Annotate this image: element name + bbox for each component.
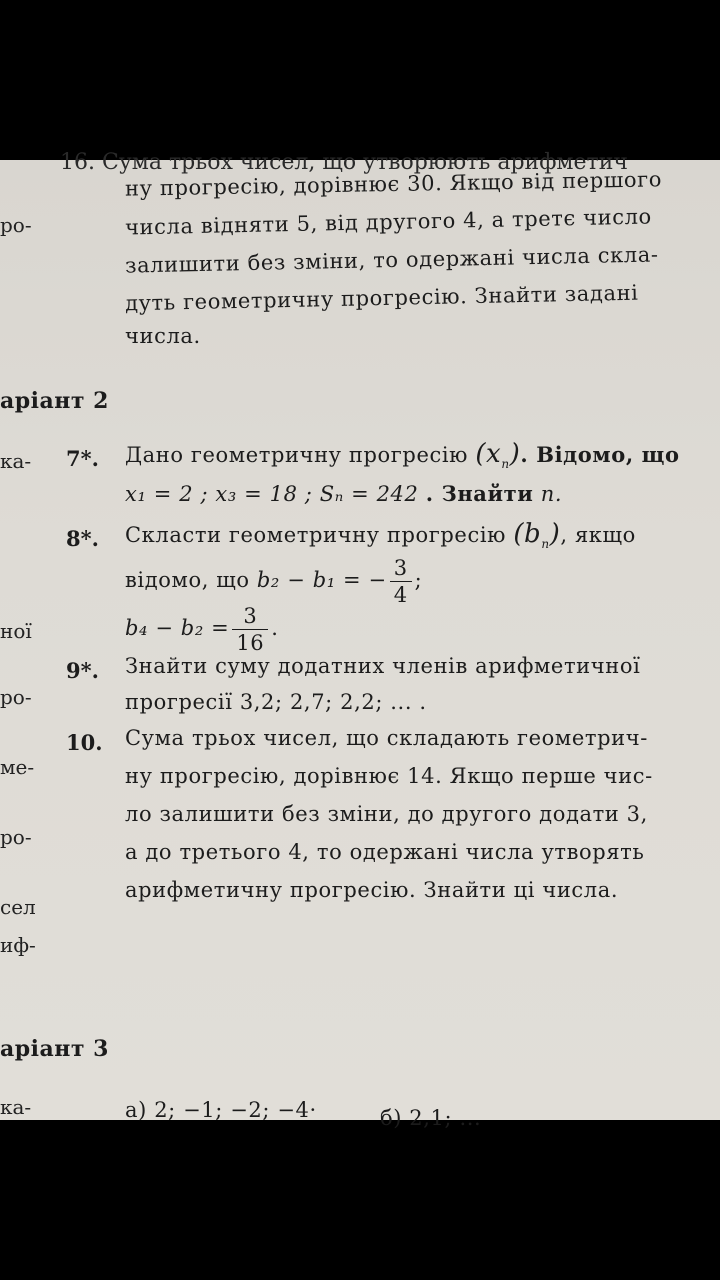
problem-9-line-1: Знайти суму додатних членів арифметичної	[125, 654, 641, 678]
problem-10-line: Сума трьох чисел, що складають геометрич-	[125, 726, 648, 750]
seq-symbol: (x	[475, 439, 502, 469]
problem-7-line-1	[125, 440, 680, 478]
margin-fragment: ро-	[0, 825, 32, 849]
fraction-1-denominator: 4	[393, 583, 408, 607]
text-line: числа.	[125, 324, 201, 348]
problem-8-text-end: , якщо	[560, 523, 636, 547]
variant-3-partial-line: а) 2; −1; −2; −4·	[125, 1098, 317, 1122]
problem-7-text: Дано геометричну прогресію	[125, 443, 469, 467]
torn-line-text: 16. Сума трьох чисел, що утворюють арифметич	[60, 150, 628, 175]
seq-symbol: (b	[513, 519, 542, 549]
problem-7-text-end: . Відомо, що	[520, 442, 680, 467]
text-line: ну прогресію, дорівнює 30. Якщо від першого	[124, 167, 663, 201]
margin-fragment: ро-	[0, 685, 32, 709]
problem-7-find: . Знайти	[425, 481, 534, 506]
text-line: дуть геометричну прогресію. Знайти задані	[124, 280, 639, 316]
problem-8-known: відомо, що	[125, 568, 250, 592]
seq-subscript: n	[501, 457, 510, 472]
problem-8-sequence	[513, 519, 561, 552]
problem-7-line-2	[125, 480, 562, 508]
seq-close: )	[549, 519, 561, 549]
problem-8-text: Скласти геометричну прогресію	[125, 523, 507, 547]
seq-subscript: n	[541, 537, 550, 552]
problem-8-line-3	[125, 602, 279, 656]
text-line: числа відняти 5, від другого 4, а третє число	[124, 204, 653, 240]
margin-fragment: ка-	[0, 1095, 32, 1119]
problem-7-variable: n.	[540, 482, 563, 506]
problem-10-line: ло залишити без зміни, до другого додати 3,	[125, 802, 648, 826]
variant-3-heading: аріант 3	[0, 1036, 109, 1062]
margin-fragment: ка-	[0, 449, 32, 473]
margin-fragment: иф-	[0, 933, 36, 957]
margin-fragment: ме-	[0, 755, 35, 779]
problem-9-number: 9*.	[66, 658, 99, 683]
fraction-2-denominator: 16	[236, 631, 265, 655]
equation-1-left: b₂ − b₁ = −	[256, 568, 387, 592]
problem-8-line-1	[125, 520, 636, 558]
seq-close: )	[509, 439, 521, 469]
fraction-2-numerator: 3	[232, 603, 268, 630]
problem-9-line-2: прогресії 3,2; 2,7; 2,2; ... .	[125, 690, 427, 714]
problem-10-number: 10.	[66, 730, 103, 755]
margin-fragment: ро-	[0, 213, 32, 237]
problem-10-line: ну прогресію, дорівнює 14. Якщо перше чис-	[125, 764, 653, 788]
problem-7-sequence	[475, 439, 521, 472]
problem-10-line: а до третього 4, то одержані числа утворять	[125, 840, 645, 864]
problem-7-number: 7*.	[66, 446, 99, 471]
margin-fragment: ної	[0, 619, 32, 643]
problem-8-line-2	[125, 554, 422, 608]
margin-fragment: сел	[0, 895, 36, 919]
problem-7-conditions: x₁ = 2 ; x₃ = 18 ; Sₙ = 242	[125, 482, 419, 506]
problem-10-line: арифметичну прогресію. Знайти ці числа.	[125, 878, 619, 902]
equation-2-end: .	[271, 616, 279, 640]
variant-2-heading: аріант 2	[0, 388, 109, 414]
text-line: залишити без зміни, то одержані числа скла-	[124, 242, 659, 278]
fraction-2	[232, 603, 268, 656]
variant-3-partial-line-b: б) 2,1; ...	[380, 1106, 482, 1130]
fraction-1	[390, 555, 412, 608]
equation-2-left: b₄ − b₂ =	[125, 616, 230, 640]
fraction-1-numerator: 3	[390, 555, 412, 582]
problem-8-number: 8*.	[66, 526, 99, 551]
equation-1-end: ;	[414, 568, 423, 592]
photo-page	[0, 150, 720, 1130]
